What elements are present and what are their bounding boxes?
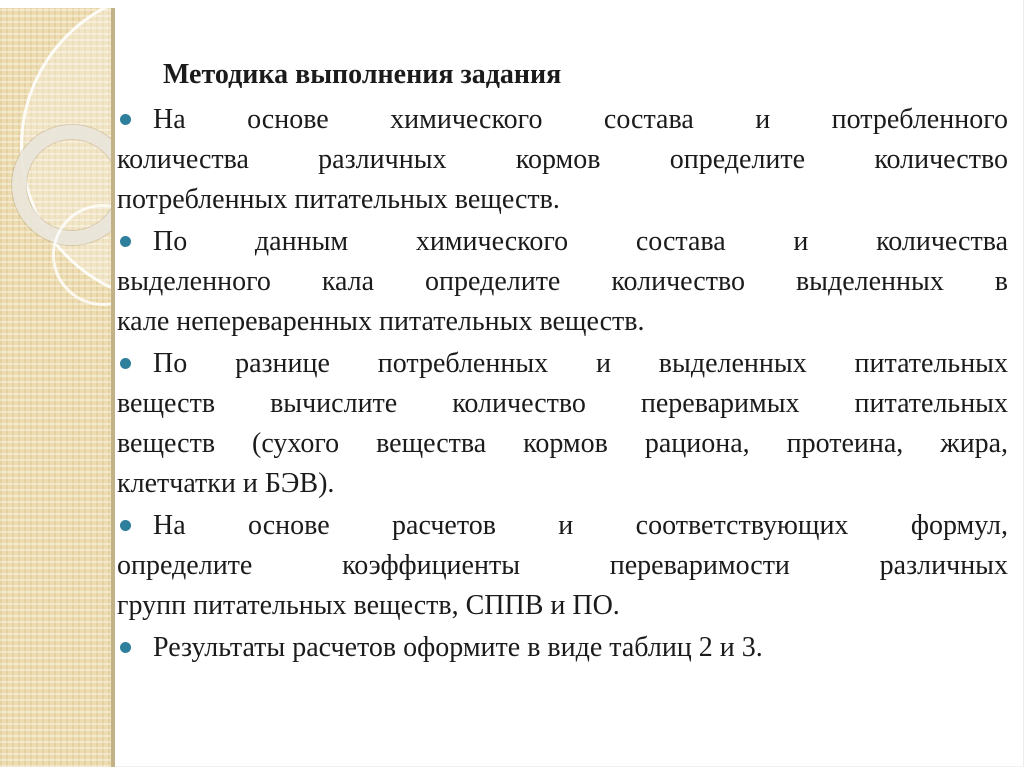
sidebar-decoration: [0, 8, 115, 767]
bullet-line: [117, 506, 1008, 546]
bullet-dot-icon: [120, 114, 131, 125]
bullet-line-text: На основе расчетов и соответствующих формул,: [153, 510, 1008, 541]
bullet-dot-icon: [120, 520, 131, 531]
slide-title: Методика выполнения задания: [163, 59, 562, 90]
bullet-line: [117, 100, 1008, 140]
bullet-dot-icon: [120, 358, 131, 369]
bullet-item: [117, 222, 1008, 342]
bullet-line: [117, 344, 1008, 384]
bullet-item: [117, 506, 1008, 626]
bullet-line: веществ вычислите количество переваримых питательных: [117, 388, 1008, 419]
bullet-line-text: На основе химического состава и потребленного: [153, 104, 1008, 135]
bullet-item: [117, 100, 1008, 220]
bullet-line: потребленных питательных веществ.: [117, 184, 560, 215]
slide-content: [117, 55, 1008, 670]
bullet-line-text: По разнице потребленных и выделенных питательных: [153, 348, 1008, 379]
bullet-line-text: Результаты расчетов оформите в виде таблиц 2 и 3.: [153, 632, 763, 663]
bullet-line: [117, 628, 1008, 668]
bullet-item: [117, 344, 1008, 504]
bullet-dot-icon: [120, 642, 131, 653]
bullet-line-text: По данным химического состава и количества: [153, 226, 1008, 257]
bullet-line: групп питательных веществ, СППВ и ПО.: [117, 590, 620, 621]
bullet-line: выделенного кала определите количество выделенных в: [117, 266, 1008, 297]
bullet-line: кале непереваренных питательных веществ.: [117, 306, 645, 337]
bullet-list: [117, 100, 1008, 668]
bullet-dot-icon: [120, 236, 131, 247]
bullet-line: определите коэффициенты переваримости различных: [117, 550, 1008, 581]
bullet-line: количества различных кормов определите количество: [117, 144, 1008, 175]
bullet-line: [117, 222, 1008, 262]
bullet-item: [117, 628, 1008, 668]
bullet-line: веществ (сухого вещества кормов рациона, протеина, жира,: [117, 428, 1008, 459]
bullet-line: клетчатки и БЭВ).: [117, 468, 335, 499]
